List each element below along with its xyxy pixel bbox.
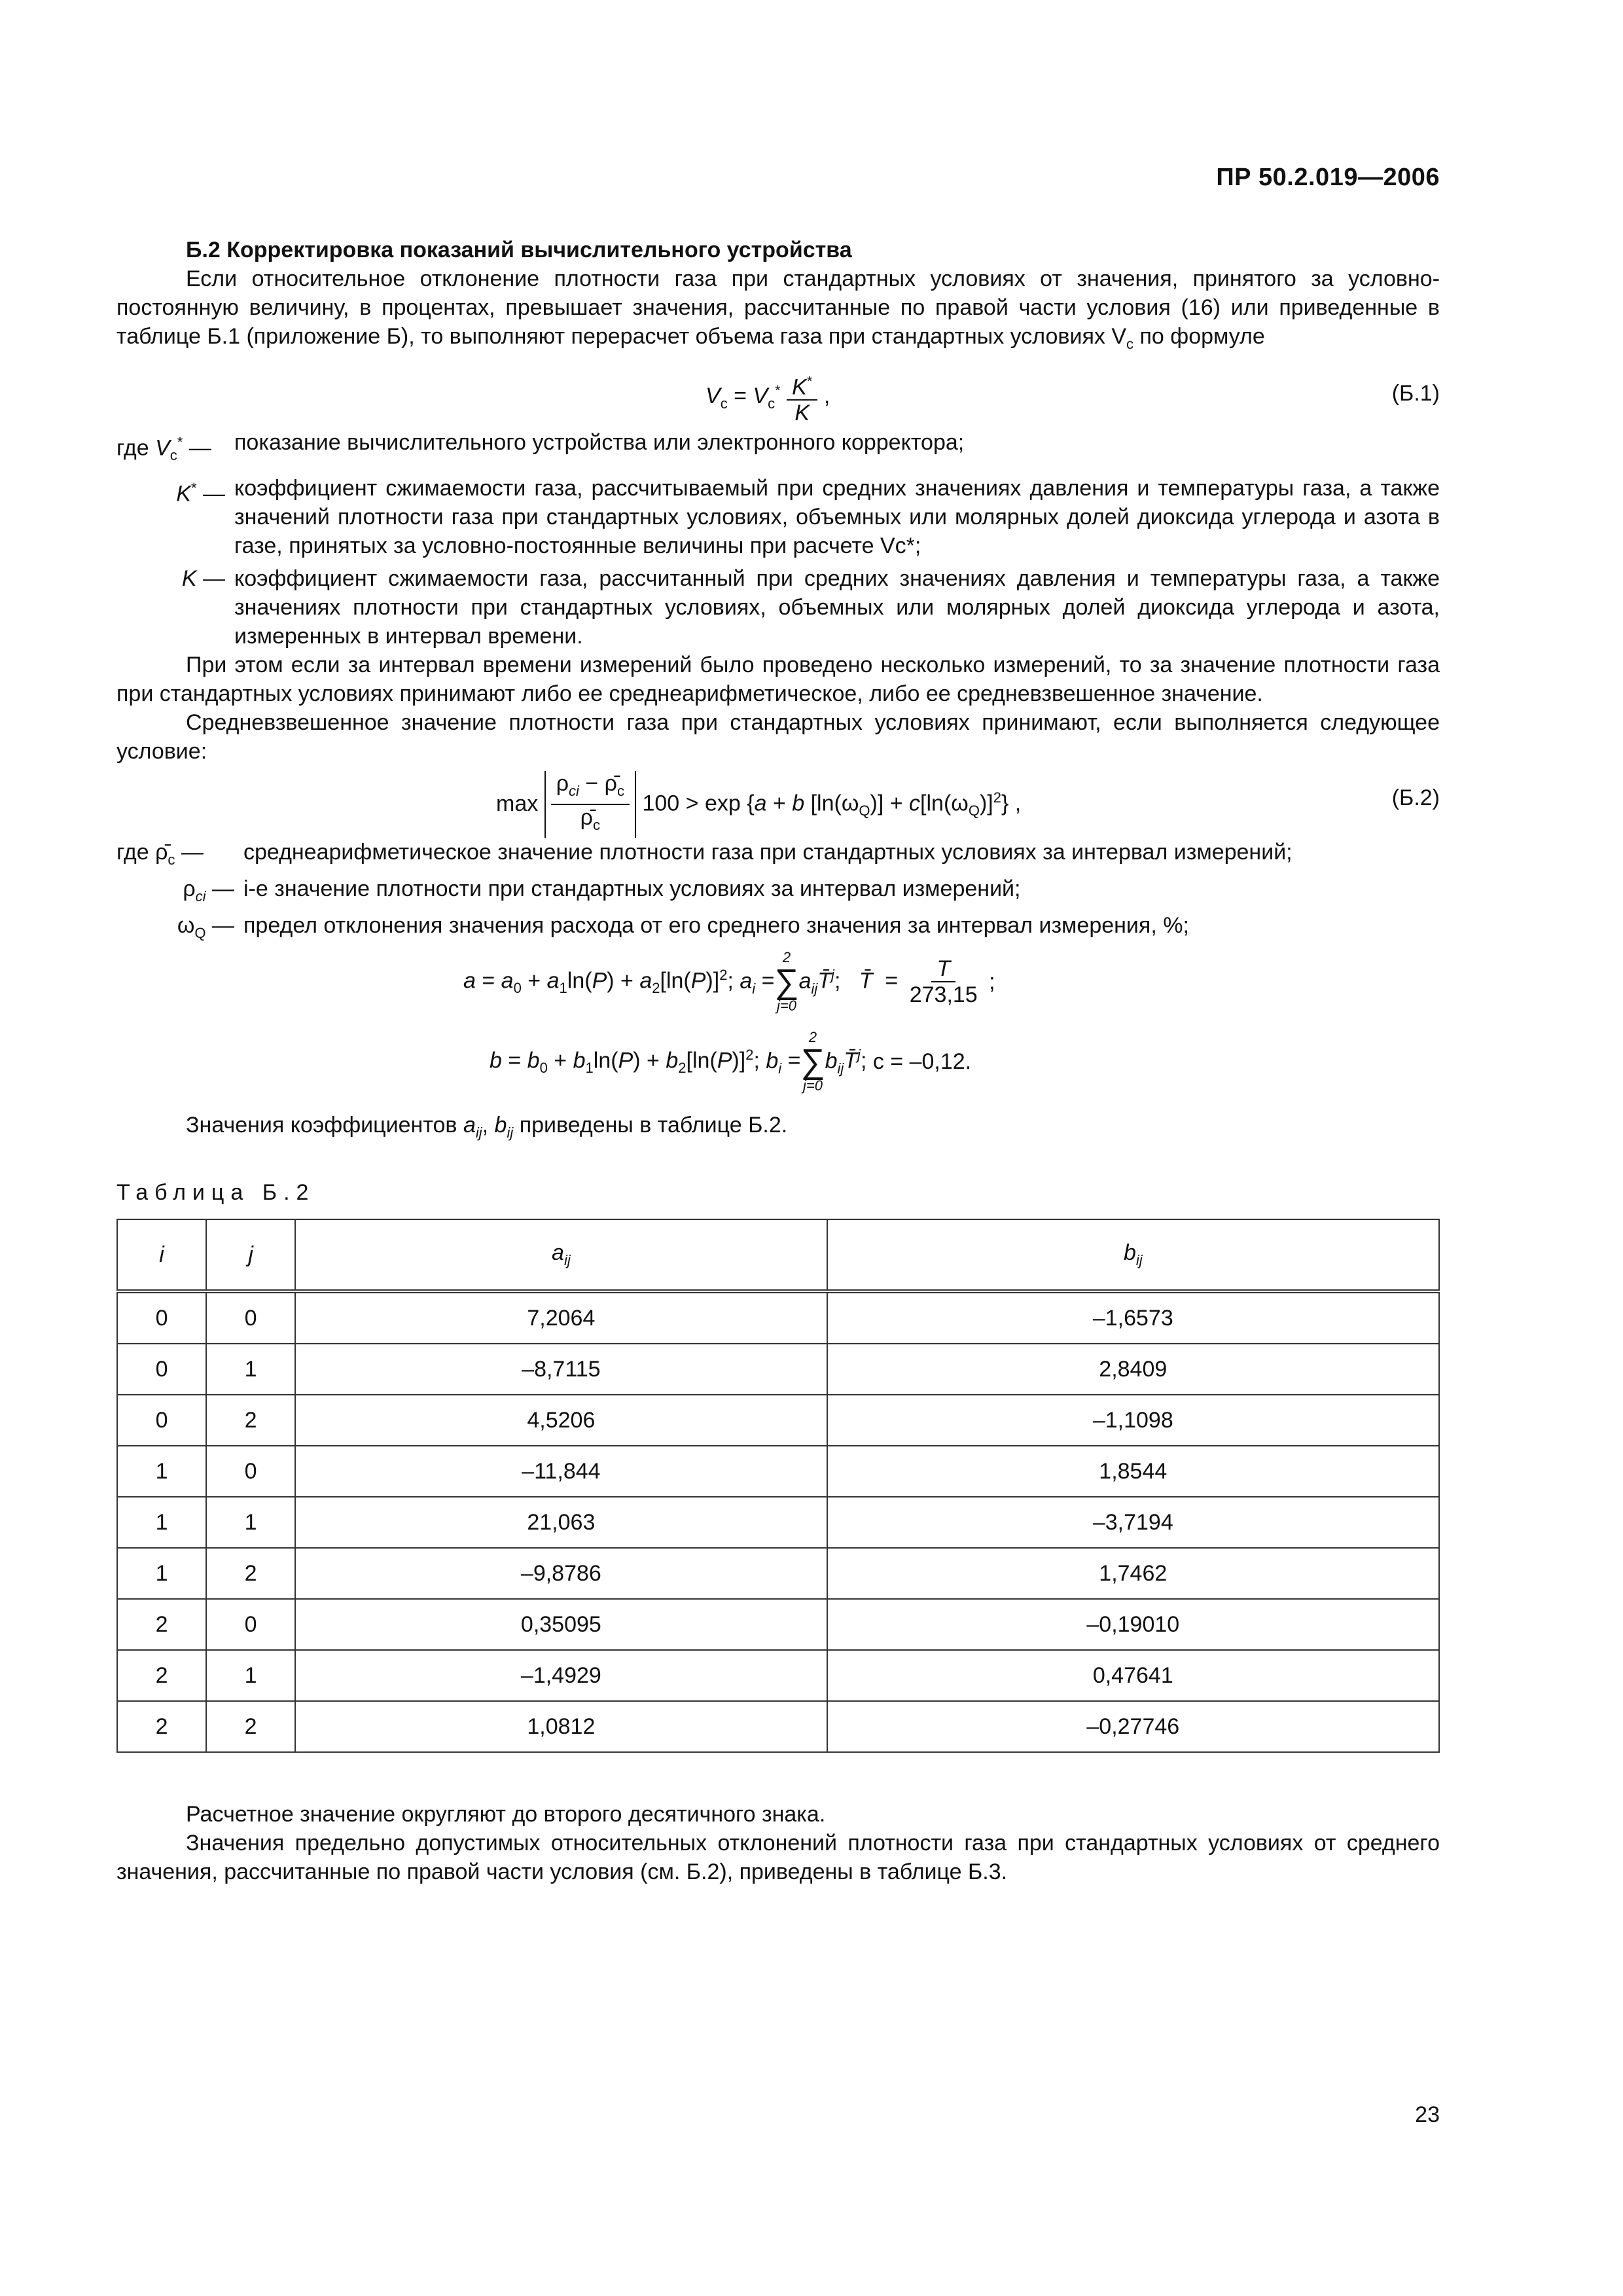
- where-item: K — коэффициент сжимаемости газа, рассчитанный при средних значениях давления и температуры газа, а также значениях плотности при стандартных условиях, объемных или молярных долей диоксида углерода и азота, измеренных в интервал времени.: [181, 565, 1440, 649]
- table-cell: 0: [117, 1291, 206, 1344]
- table-cell: 0,35095: [295, 1599, 827, 1650]
- where-list-1: [116, 428, 1440, 651]
- equation-b2: max $\frac{\rho_{ci} - \rhō_c}{\rhō_c}$ 100 > exp {a + b $[\ln(\omega_Q)] + c[\ln(\omega_Q)]^2$} , (Б.2): [116, 766, 1440, 838]
- paragraph-2: При этом если за интервал времени измерений было проведено несколько измерений, то за значение плотности газа при стандартных условиях принимают либо ее среднеарифметическое, либо ее средневзвешенное значение.: [116, 652, 1440, 706]
- table-cell: 4,5206: [295, 1395, 827, 1446]
- column-header-bij: $b_{ij}$: [827, 1219, 1439, 1291]
- table-cell: 0: [206, 1599, 295, 1650]
- table-cell: –1,1098: [827, 1395, 1439, 1446]
- where-list-2: [116, 838, 1440, 947]
- table-row: [117, 1701, 1439, 1752]
- where-item: $\rho_{ci}$ — i-е значение плотности при стандартных условиях за интервал измерений;: [183, 876, 1021, 905]
- table-row: [117, 1344, 1439, 1395]
- table-cell: 0: [117, 1395, 206, 1446]
- coefficients-table: [116, 1219, 1440, 1753]
- column-header-i: i: [117, 1219, 206, 1291]
- table-row: [117, 1599, 1439, 1650]
- section-title: Б.2 Корректировка показаний вычислительного устройства: [186, 238, 852, 262]
- table-cell: 2: [206, 1548, 295, 1599]
- table-cell: 2: [206, 1395, 295, 1446]
- equation-b: $b = b_0 + b_1\ln(P) + b_2[\ln(P)]^2$; $b_i$ = 2 ∑ j=0 $b_{ij}T̄^j$; c = –0,12.: [490, 1029, 972, 1094]
- equation-b1: $V_c = V_c^*$ $\frac{K^*}{K}$ , (Б.1): [116, 363, 1440, 428]
- equation-a: $a = a_0 + a_1\ln(P) + a_2[\ln(P)]^2$; $a_i$ = 2 ∑ j=0 $a_{ij}T̄^j$; T̄ = $\frac{T}{273,15}$ ;: [463, 949, 995, 1014]
- table-cell: –9,8786: [295, 1548, 827, 1599]
- table-cell: 2: [206, 1701, 295, 1752]
- section-b2: [116, 236, 1440, 1886]
- table-cell: 1,0812: [295, 1701, 827, 1752]
- table-cell: 0: [117, 1344, 206, 1395]
- table-cell: 2: [117, 1650, 206, 1701]
- table-cell: 1,8544: [827, 1446, 1439, 1497]
- where-item: $\omega_Q$ — предел отклонения значения расхода от его среднего значения за интервал измерения, %;: [177, 912, 1189, 941]
- doc-code-header: ПР 50.2.019—2006: [1216, 164, 1440, 191]
- table-cell: 0: [206, 1446, 295, 1497]
- table-cell: 7,2064: [295, 1291, 827, 1344]
- table-cell: –1,4929: [295, 1650, 827, 1701]
- table-cell: –0,19010: [827, 1599, 1439, 1650]
- table-cell: 1,7462: [827, 1548, 1439, 1599]
- where-item: K* — коэффициент сжимаемости газа, рассчитываемый при средних значениях давления и температуры газа, а также значений плотности газа при стандартных условиях, объемных или молярных долей диоксида углерода и азота в газе, принятых за условно-постоянные величины при расчете Vс*;: [176, 475, 1440, 558]
- table-cell: 2,8409: [827, 1344, 1439, 1395]
- table-cell: –1,6573: [827, 1291, 1439, 1344]
- table-cell: –11,844: [295, 1446, 827, 1497]
- table-row: [117, 1446, 1439, 1497]
- paragraph-4: Значения коэффициентов $a_{ij}$, $b_{ij}$ приведены в таблице Б.2.: [186, 1113, 788, 1141]
- table-cell: 1: [117, 1446, 206, 1497]
- document-page: [116, 0, 1440, 2296]
- table-cell: 1: [206, 1497, 295, 1548]
- paragraph-5: Расчетное значение округляют до второго десятичного знака.: [186, 1802, 826, 1827]
- table-cell: 0,47641: [827, 1650, 1439, 1701]
- table-cell: –3,7194: [827, 1497, 1439, 1548]
- table-cell: 1: [206, 1650, 295, 1701]
- table-cell: –8,7115: [295, 1344, 827, 1395]
- table-header-row: [117, 1219, 1439, 1291]
- equation-number-b1: (Б.1): [1391, 380, 1440, 406]
- table-row: [117, 1291, 1439, 1344]
- table-cell: 21,063: [295, 1497, 827, 1548]
- column-header-aij: $a_{ij}$: [295, 1219, 827, 1291]
- table-cell: –0,27746: [827, 1701, 1439, 1752]
- table-cell: 2: [117, 1701, 206, 1752]
- intro-paragraph: Если относительное отклонение плотности газа при стандартных условиях от значения, принятого за условно-постоянную величину, в процентах, превышает значения, рассчитанные по правой части условия (16) или приведенные в таблице Б.1 (приложение Б), то выполняют перерасчет объема газа при стандартных условиях $V_с$ по формуле: [116, 266, 1440, 352]
- table-row: [117, 1650, 1439, 1701]
- equation-number-b2: (Б.2): [1391, 785, 1440, 810]
- page-number: 23: [1415, 2102, 1440, 2127]
- column-header-j: j: [206, 1219, 295, 1291]
- where-item: где $\rhō_c$ — среднеарифметическое значение плотности газа при стандартных условиях за интервал измерений;: [116, 839, 1293, 868]
- table-cell: 0: [206, 1291, 295, 1344]
- table-row: [117, 1395, 1439, 1446]
- where-item: где $V_c^*$ — показание вычислительного устройства или электронного корректора;: [116, 429, 965, 463]
- table-cell: 1: [117, 1497, 206, 1548]
- paragraph-6: Значения предельно допустимых относительных отклонений плотности газа при стандартных условиях от среднего значения, рассчитанные по правой части условия (см. Б.2), приведены в таблице Б.3.: [116, 1831, 1440, 1885]
- table-caption: Таблица Б.2: [116, 1180, 315, 1206]
- table-cell: 2: [117, 1599, 206, 1650]
- paragraph-3: Средневзвешенное значение плотности газа при стандартных условиях принимают, если выполняется следующее условие:: [116, 709, 1440, 764]
- table-cell: 1: [117, 1548, 206, 1599]
- table-row: [117, 1497, 1439, 1548]
- table-cell: 1: [206, 1344, 295, 1395]
- table-row: [117, 1548, 1439, 1599]
